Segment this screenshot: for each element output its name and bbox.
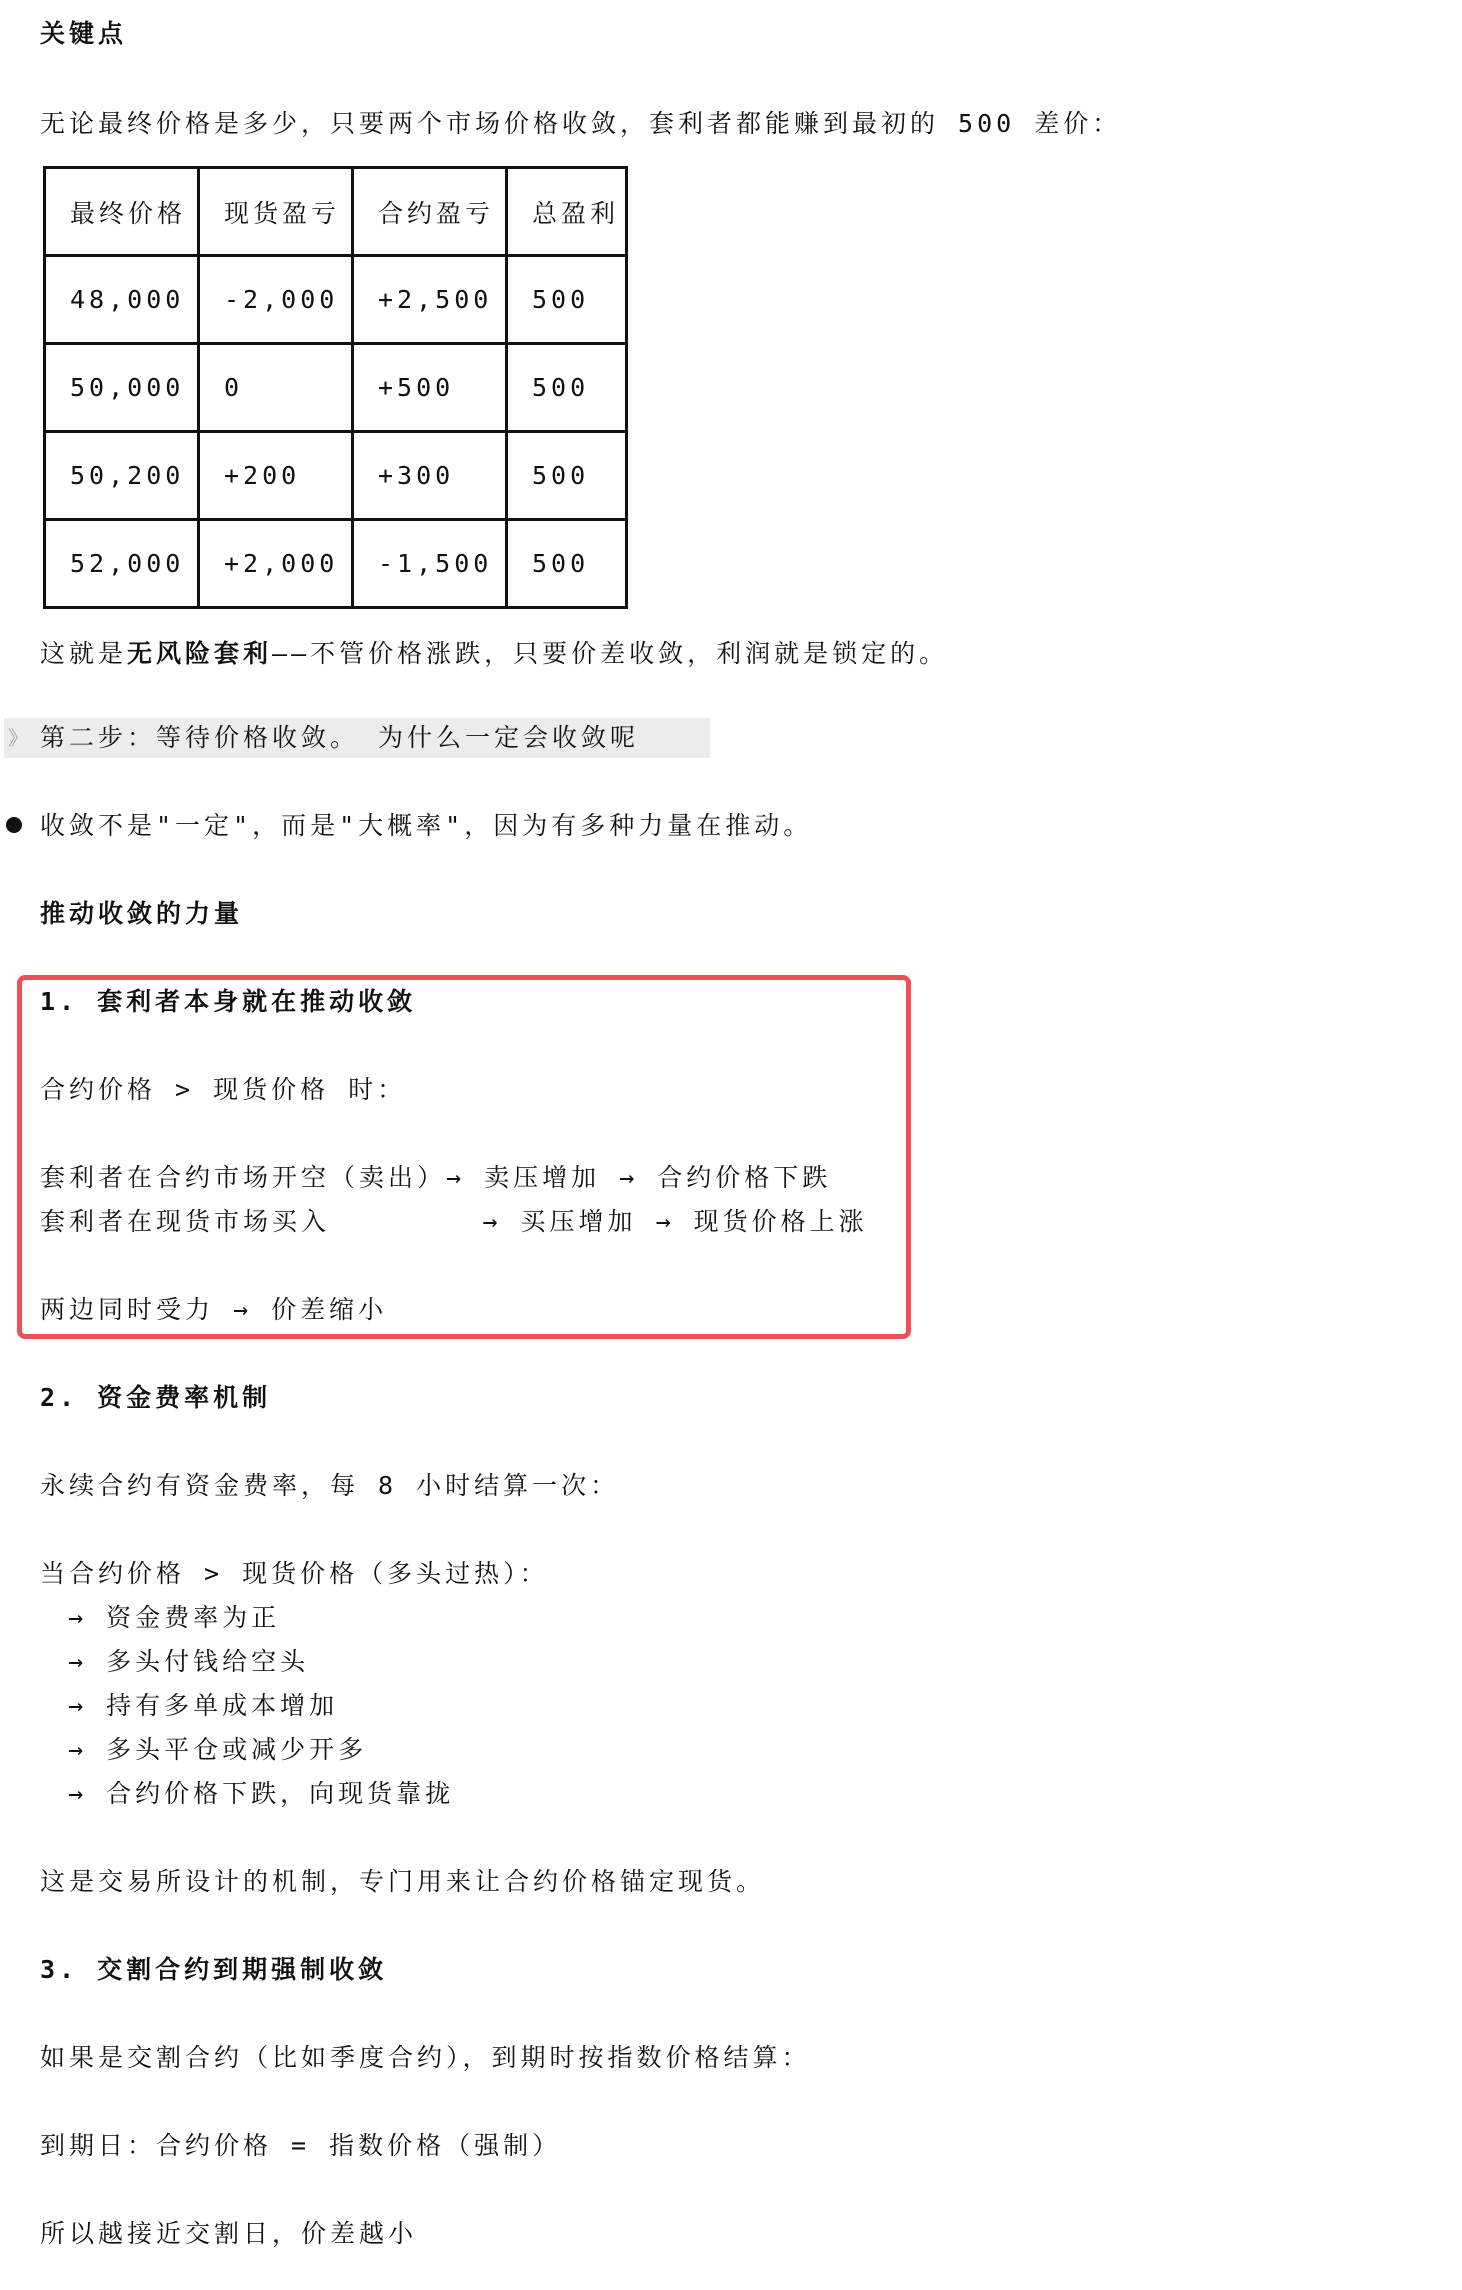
force1-result: 两边同时受力 → 价差缩小	[40, 1295, 388, 1324]
table-cell: 50,200	[45, 432, 199, 520]
force2-condition: 当合约价格 > 现货价格（多头过热）：	[40, 1559, 549, 1588]
table-cell: 500	[507, 344, 627, 432]
table-cell: +300	[353, 432, 507, 520]
table-header-cell: 合约盈亏	[353, 168, 507, 256]
table-row	[45, 432, 627, 520]
summary-emphasis: 无风险套利	[127, 639, 273, 668]
force2-step: → 多头付钱给空头	[68, 1647, 310, 1676]
bullet-dot-icon	[6, 817, 22, 833]
force3-title: 3. 交割合约到期强制收敛	[40, 1955, 388, 1984]
callout-text: 第二步：等待价格收敛。 为什么一定会收敛呢	[40, 723, 640, 752]
table-cell: 500	[507, 256, 627, 344]
summary-suffix: ——不管价格涨跌，只要价差收敛，利润就是锁定的。	[272, 639, 949, 668]
table-cell: +2,000	[199, 520, 353, 608]
force2-note: 这是交易所设计的机制，专门用来让合约价格锚定现货。	[40, 1867, 766, 1896]
profit-table	[43, 166, 628, 609]
force2-step: → 多头平仓或减少开多	[68, 1735, 368, 1764]
table-header-cell: 最终价格	[45, 168, 199, 256]
table-cell: -1,500	[353, 520, 507, 608]
force1-title: 1. 套利者本身就在推动收敛	[40, 987, 417, 1016]
highlight-box	[17, 975, 911, 1339]
table-cell: +2,500	[353, 256, 507, 344]
bullet-text: 收敛不是"一定"，而是"大概率"，因为有多种力量在推动。	[40, 811, 813, 840]
table-cell: +500	[353, 344, 507, 432]
table-cell: 500	[507, 432, 627, 520]
table-cell: +200	[199, 432, 353, 520]
force3-conclusion: 所以越接近交割日，价差越小	[40, 2219, 418, 2248]
force1-condition: 合约价格 > 现货价格 时：	[40, 1075, 407, 1104]
force2-desc: 永续合约有资金费率，每 8 小时结算一次：	[40, 1471, 620, 1500]
table-cell: 500	[507, 520, 627, 608]
table-header-cell: 总盈利	[507, 168, 627, 256]
table-cell: 50,000	[45, 344, 199, 432]
force3-formula: 到期日：合约价格 = 指数价格（强制）	[40, 2131, 562, 2160]
force2-step: → 合约价格下跌，向现货靠拢	[68, 1779, 455, 1808]
table-row	[45, 344, 627, 432]
table-header-cell: 现货盈亏	[199, 168, 353, 256]
force2-step: → 持有多单成本增加	[68, 1691, 339, 1720]
intro-text: 无论最终价格是多少，只要两个市场价格收敛，套利者都能赚到最初的 500 差价：	[40, 109, 1122, 138]
table-cell: -2,000	[199, 256, 353, 344]
force1-line1: 套利者在合约市场开空（卖出）→ 卖压增加 → 合约价格下跌	[40, 1163, 832, 1192]
summary-text	[40, 634, 948, 674]
force3-desc: 如果是交割合约（比如季度合约），到期时按指数价格结算：	[40, 2043, 811, 2072]
table-row	[45, 256, 627, 344]
table-row	[45, 520, 627, 608]
table-cell: 0	[199, 344, 353, 432]
force2-title: 2. 资金费率机制	[40, 1383, 272, 1412]
section-title: 关键点	[40, 19, 128, 48]
table-header-row	[45, 168, 627, 256]
forces-title: 推动收敛的力量	[40, 899, 244, 928]
summary-prefix: 这就是	[40, 639, 128, 668]
callout-marker-icon: 》	[8, 726, 28, 750]
table-cell: 52,000	[45, 520, 199, 608]
force2-step: → 资金费率为正	[68, 1603, 281, 1632]
force1-line2: 套利者在现货市场买入 → 买压增加 → 现货价格上涨	[40, 1207, 868, 1236]
table-cell: 48,000	[45, 256, 199, 344]
